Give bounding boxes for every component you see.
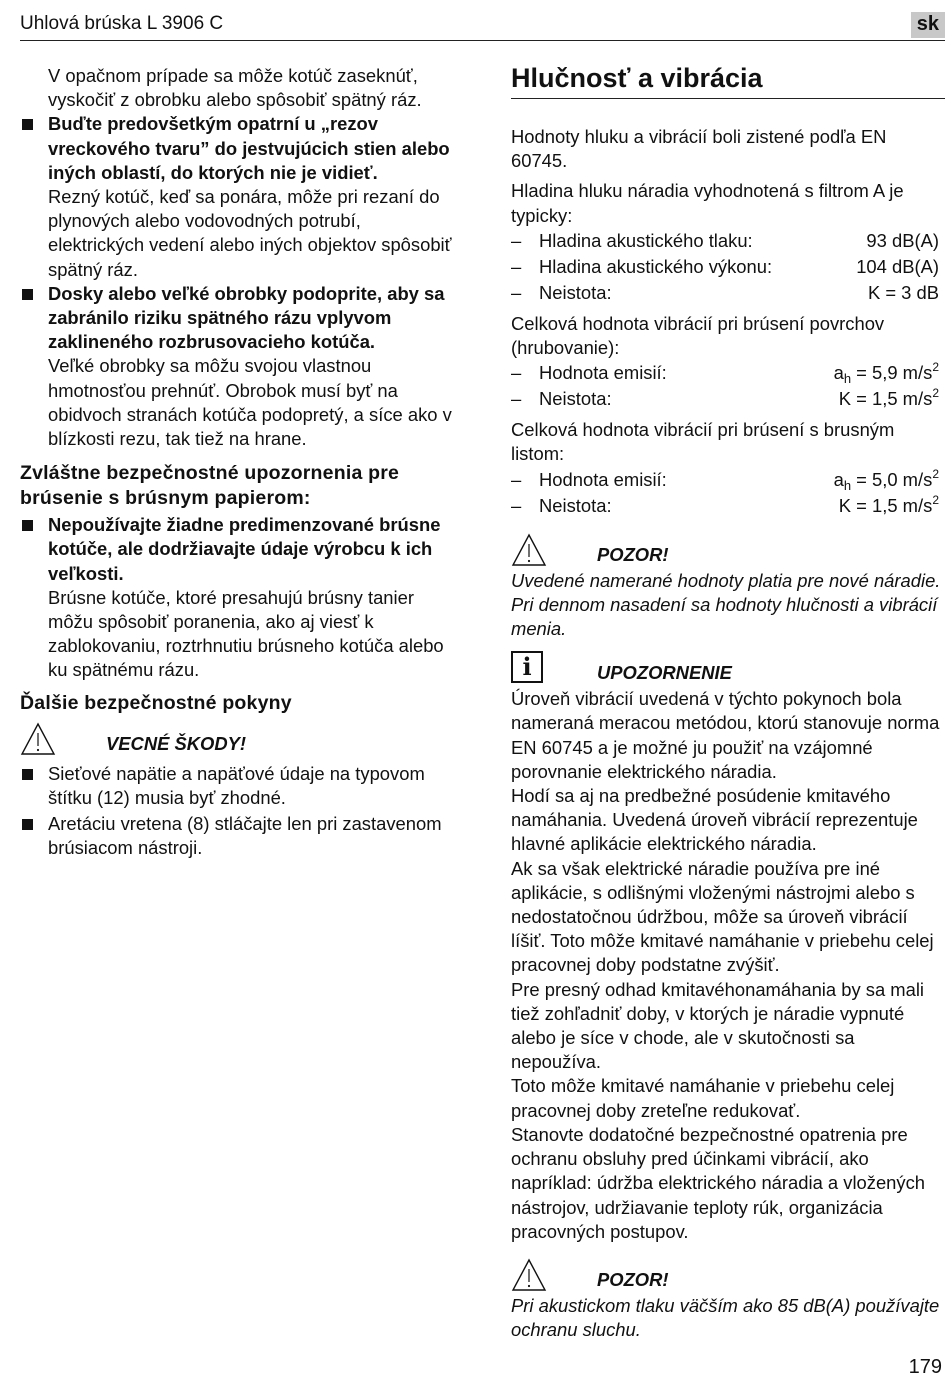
page-number: 179	[908, 1356, 942, 1378]
header-rule	[20, 40, 945, 41]
bullet-bold-text: Buďte predovšetkým opatrní u „rezov vreckového tvaru” do jestvujúcich stien alebo iných oblastí, do ktorých nie je vidieť.	[48, 113, 450, 183]
spec-row	[511, 493, 945, 519]
language-badge: sk	[911, 12, 945, 38]
spec-row	[511, 254, 945, 280]
notice-box	[511, 533, 945, 569]
spec-row	[511, 386, 945, 412]
bullet-item	[20, 762, 460, 810]
spec-dash: –	[511, 362, 522, 384]
paragraph: Hodí sa aj na predbežné posúdenie kmitavého namáhania. Uvedená úroveň vibrácií reprezentuje hlavné aplikácie elektrického náradia.	[511, 785, 918, 855]
spec-value: 104 dB(A)	[856, 255, 939, 277]
spec-value: $a_h = 5,0$ $m/s^2$	[833, 466, 939, 493]
spec-label: Hodnota emisií:	[539, 362, 667, 384]
spec-row	[511, 228, 945, 254]
notice-text: Pri akustickom tlaku väčším ako 85 dB(A) používajte ochranu sluchu.	[511, 1294, 940, 1341]
info-box	[511, 651, 945, 687]
vibration-spec-list	[511, 360, 945, 412]
paragraph: Celková hodnota vibrácií pri brúsení povrchov (hrubovanie):	[511, 312, 885, 359]
header-title: Uhlová brúska L 3906 C	[20, 13, 224, 34]
paragraph: Ak sa však elektrické náradie používa pre iné aplikácie, s odlišnými vloženými nástrojmi alebo s nedostatočnou údržbou, môže sa úroveň vibrácií líšiť. Toto môže kmitavé namáhanie v priebehu celej pracovnej doby podstatne zvýšiť.	[511, 857, 934, 976]
paragraph: Toto môže kmitavé namáhanie v priebehu celej pracovnej doby zreteľne redukovať.	[511, 1075, 895, 1121]
spec-value: K = 1,5 $m/s^2$	[838, 386, 939, 410]
spec-value: $a_h = 5,9$ $m/s^2$	[833, 360, 939, 387]
spec-label: Hladina akustického výkonu:	[539, 255, 773, 277]
spec-label: Hladina akustického tlaku:	[539, 229, 753, 251]
left-column	[20, 64, 460, 860]
spec-label: Neistota:	[539, 388, 612, 410]
notice-title: POZOR!	[597, 543, 669, 565]
spec-label: Neistota:	[539, 281, 612, 303]
paragraph: Pre presný odhad kmitavéhonamáhania by sa mali tiež zohľadniť doby, v ktorých je náradie vypnuté alebo je síce v chode, ale v skutočnosti sa nepoužíva.	[511, 978, 924, 1073]
spec-dash: –	[511, 468, 522, 490]
spec-value: 93 dB(A)	[866, 229, 939, 251]
spec-label: Hodnota emisií:	[539, 468, 667, 490]
spec-dash: –	[511, 229, 522, 251]
right-column	[511, 62, 945, 1342]
spec-dash: –	[511, 255, 522, 277]
notice-box	[20, 722, 460, 758]
paragraph: Stanovte dodatočné bezpečnostné opatrenia pre ochranu obsluhy pred účinkami vibrácií, ako napríklad: údržba elektrického náradia a vložených nástrojov, udržiavanie teploty rúk, organizácia pracovných postupov.	[511, 1123, 926, 1242]
bullet-item	[20, 112, 460, 281]
bullet-item	[20, 513, 460, 682]
spec-row	[511, 360, 945, 386]
notice-text: Uvedené namerané hodnoty platia pre nové náradie. Pri dennom nasadení sa hodnoty hlučnosti a vibrácií menia.	[511, 569, 941, 640]
bullet-text: Aretáciu vretena (8) stláčajte len pri zastavenom brúsiacom nástroji.	[48, 813, 442, 859]
warning-triangle-icon	[511, 533, 547, 567]
paragraph: Úroveň vibrácií uvedená v týchto pokynoch bola nameraná meracou metódou, ktorú stanovuje norma EN 60745 a je možné ju použiť na vzájomné porovnanie elektrického náradia.	[511, 688, 940, 782]
bullet-text: Rezný kotúč, keď sa ponára, môže pri rezaní do plynových alebo vodovodných potrubí, elektrických vedení alebo iných objektov spôsobiť spätný ráz.	[48, 186, 452, 280]
bullet-item	[20, 812, 460, 860]
info-icon: i	[511, 651, 543, 683]
spec-value: K = 3 dB	[867, 281, 939, 303]
spec-row	[511, 280, 945, 306]
warning-triangle-icon	[20, 722, 56, 756]
spec-dash: –	[511, 494, 522, 516]
subheading: Zvláštne bezpečnostné upozornenia pre brúsenie s brúsnym papierom:	[20, 462, 400, 510]
bullet-text: Sieťové napätie a napäťové údaje na typovom štítku (12) musia byť zhodné.	[48, 762, 425, 808]
spec-dash: –	[511, 388, 522, 410]
noise-spec-list	[511, 228, 945, 306]
info-title: UPOZORNENIE	[597, 662, 732, 684]
bullet-bold-text: Nepoužívajte žiadne predimenzované brúsne kotúče, ale dodržiavajte údaje výrobcu k ich veľkosti.	[48, 514, 441, 584]
spec-label: Neistota:	[539, 494, 612, 516]
paragraph: Hodnoty hluku a vibrácií boli zistené podľa EN 60745.	[511, 126, 887, 172]
paragraph: Celková hodnota vibrácií pri brúsení s brusným listom:	[511, 419, 895, 465]
paragraph: V opačnom prípade sa môže kotúč zaseknúť, vyskočiť z obrobku alebo spôsobiť spätný ráz.	[48, 65, 422, 111]
notice-title: POZOR!	[597, 1268, 669, 1290]
spec-value: K = 1,5 $m/s^2$	[838, 492, 939, 516]
notice-box	[511, 1258, 945, 1294]
bullet-item	[20, 282, 460, 451]
notice-title: VECNÉ ŠKODY!	[106, 732, 246, 754]
warning-triangle-icon	[511, 1258, 547, 1292]
vibration-spec-list	[511, 467, 945, 519]
page-header	[20, 10, 945, 40]
spec-row	[511, 467, 945, 493]
bullet-bold-text: Dosky alebo veľké obrobky podoprite, aby sa zabránilo riziku spätného rázu vplyvom zaklineného rozbrusovacieho kotúča.	[48, 282, 445, 353]
spec-dash: –	[511, 281, 522, 303]
paragraph: Hladina hluku náradia vyhodnotená s filtrom A je typicky:	[511, 180, 904, 226]
section-title: Hlučnosť a vibrácia	[511, 62, 945, 99]
bullet-text: Brúsne kotúče, ktoré presahujú brúsny tanier môžu spôsobiť poranenia, ako aj viesť k zablokovaniu, roztrhnutiu brúsneho kotúča alebo ku spätnému rázu.	[48, 586, 444, 681]
subheading: Ďalšie bezpečnostné pokyny	[20, 691, 292, 714]
bullet-text: Veľké obrobky sa môžu svojou vlastnou hmotnosťou prehnúť. Obrobok musí byť na obidvoch stranách kotúča podopretý, a síce ako v blízkosti rezu, tak tiež na hrane.	[48, 355, 452, 450]
